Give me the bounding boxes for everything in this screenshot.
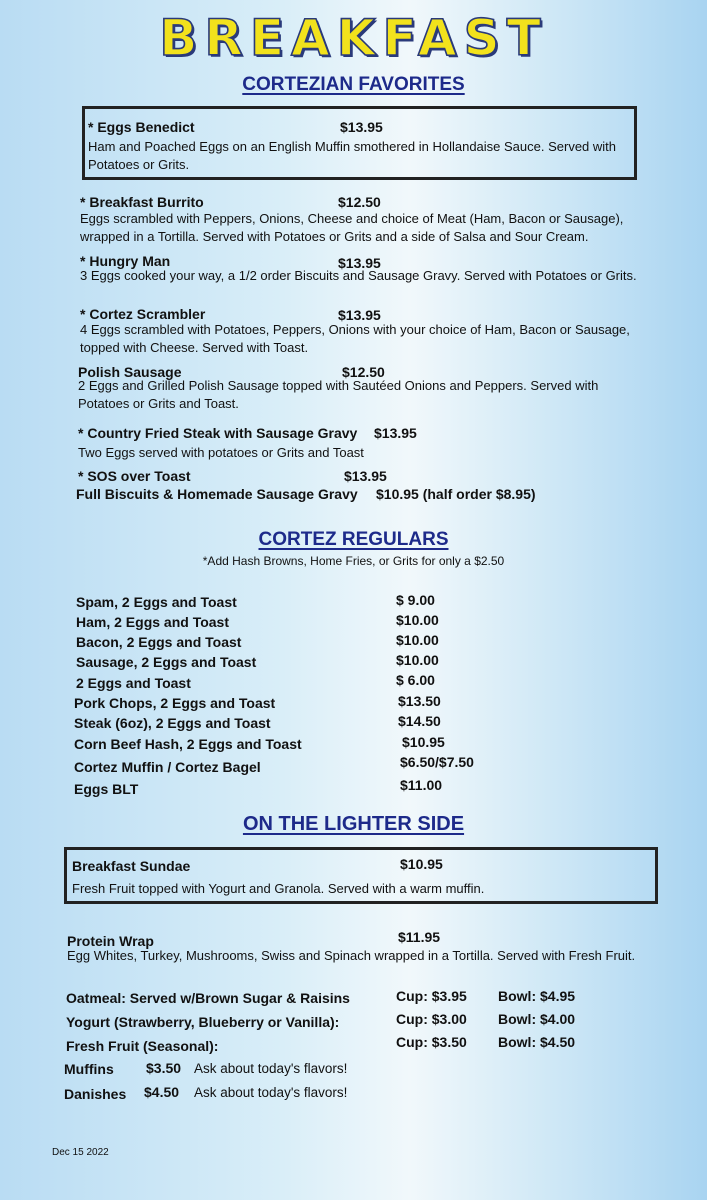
item-description: Ham and Poached Eggs on an English Muffin smothered in Hollandaise Sauce. Served with Potatoes or Grits. (88, 139, 617, 172)
item-name: Polish Sausage (78, 364, 182, 380)
cup-price: Cup: $3.95 (396, 988, 467, 1004)
item-name: * Country Fried Steak with Sausage Gravy (78, 425, 358, 441)
item-price: $13.95 (344, 468, 387, 484)
cup-price: Cup: $3.50 (396, 1034, 467, 1050)
item-description: Two Eggs served with potatoes or Grits and Toast (78, 445, 364, 460)
item-description: 4 Eggs scrambled with Potatoes, Peppers, Onions with your choice of Ham, Bacon or Sausage, topped with Cheese. Served with Toast. (80, 322, 630, 355)
pastry-price: $4.50 (144, 1084, 180, 1100)
item-description: 2 Eggs and Grilled Polish Sausage topped with Sautéed Onions and Peppers. Served with Potatoes or Grits and Toast. (78, 378, 599, 411)
list-item-name: Corn Beef Hash, 2 Eggs and Toast (74, 736, 302, 752)
item-name: * Cortez Scrambler (80, 306, 206, 322)
list-item-name: Pork Chops, 2 Eggs and Toast (74, 695, 276, 711)
regulars-note: *Add Hash Browns, Home Fries, or Grits for only a $2.50 (202, 554, 505, 568)
item-price: $10.95 (half order $8.95) (376, 486, 536, 502)
item-price: $13.95 (338, 307, 381, 323)
item-price: $13.95 (338, 255, 381, 271)
pastry-note: Ask about today's flavors! (194, 1061, 348, 1076)
item-name: Breakfast Sundae (72, 858, 191, 874)
menu-date: Dec 15 2022 (52, 1147, 109, 1158)
cup-item-name: Fresh Fruit (Seasonal): (66, 1038, 219, 1054)
list-item-price: $10.00 (396, 632, 439, 648)
page-title: BREAKFAST (159, 9, 548, 67)
list-item-price: $ 9.00 (396, 592, 435, 608)
cup-item-name: Oatmeal: Served w/Brown Sugar & Raisins (66, 990, 350, 1006)
list-item-name: Spam, 2 Eggs and Toast (76, 594, 237, 610)
list-item-price: $10.95 (402, 734, 445, 750)
list-item-price: $10.00 (396, 612, 439, 628)
item-price: $13.95 (340, 119, 383, 135)
list-item-name: Ham, 2 Eggs and Toast (76, 614, 229, 630)
item-price: $12.50 (342, 364, 385, 380)
cup-item-name: Yogurt (Strawberry, Blueberry or Vanilla): (66, 1014, 340, 1030)
list-item-name: Sausage, 2 Eggs and Toast (76, 654, 257, 670)
item-name: * Hungry Man (80, 253, 171, 269)
item-price: $10.95 (400, 856, 443, 872)
bowl-price: Bowl: $4.95 (498, 988, 576, 1004)
item-price: $12.50 (338, 194, 381, 210)
item-name: * Breakfast Burrito (80, 194, 204, 210)
item-description: Fresh Fruit topped with Yogurt and Granola. Served with a warm muffin. (72, 881, 485, 896)
bowl-price: Bowl: $4.00 (498, 1011, 576, 1027)
list-item-name: Bacon, 2 Eggs and Toast (76, 634, 242, 650)
pastry-note: Ask about today's flavors! (194, 1085, 348, 1100)
list-item-price: $14.50 (398, 713, 441, 729)
pastry-name: Muffins (64, 1061, 114, 1077)
list-item-name: Steak (6oz), 2 Eggs and Toast (74, 715, 271, 731)
item-name: * SOS over Toast (78, 468, 191, 484)
item-price: $13.95 (374, 425, 417, 441)
item-name: Protein Wrap (67, 933, 154, 949)
pastry-price: $3.50 (146, 1060, 182, 1076)
section-title-lighter: ON THE LIGHTER SIDE (242, 813, 465, 835)
item-description: Egg Whites, Turkey, Mushrooms, Swiss and Spinach wrapped in a Tortilla. Served with Fresh Fruit. (67, 948, 636, 963)
list-item-name: 2 Eggs and Toast (76, 675, 191, 691)
list-item-price: $ 6.00 (396, 672, 435, 688)
item-description: 3 Eggs cooked your way, a 1/2 order Biscuits and Sausage Gravy. Served with Potatoes or Grits. (80, 268, 637, 283)
list-item-name: Eggs BLT (74, 781, 139, 797)
pastry-name: Danishes (64, 1086, 127, 1102)
list-item-price: $10.00 (396, 652, 439, 668)
list-item-price: $6.50/$7.50 (400, 754, 474, 770)
item-price: $11.95 (398, 929, 441, 945)
list-item-price: $13.50 (398, 693, 441, 709)
section-title-favorites: CORTEZIAN FAVORITES (242, 74, 465, 95)
item-name: Full Biscuits & Homemade Sausage Gravy (76, 486, 358, 502)
list-item-name: Cortez Muffin / Cortez Bagel (74, 759, 261, 775)
cup-price: Cup: $3.00 (396, 1011, 467, 1027)
item-description: Eggs scrambled with Peppers, Onions, Cheese and choice of Meat (Ham, Bacon or Sausage), wrapped in a Tortilla. Served with Potatoes or Grits and a side of Salsa and Sour Cream. (80, 211, 624, 244)
bowl-price: Bowl: $4.50 (498, 1034, 576, 1050)
list-item-price: $11.00 (400, 777, 443, 793)
item-name: * Eggs Benedict (88, 119, 195, 135)
section-title-regulars: CORTEZ REGULARS (258, 529, 449, 550)
